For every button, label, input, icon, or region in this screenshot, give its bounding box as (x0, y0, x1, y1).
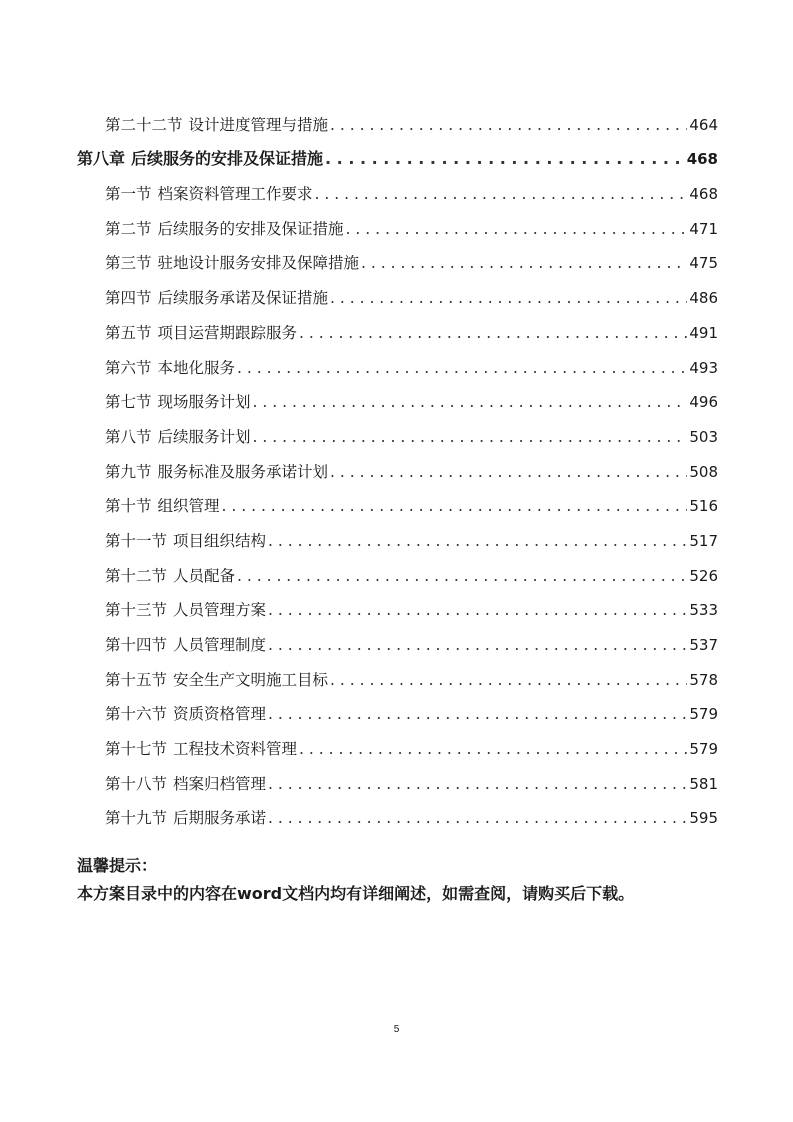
dot-leader (268, 702, 687, 726)
entry-page: 468 (686, 150, 718, 169)
entry-page: 579 (689, 705, 718, 724)
dot-leader (315, 182, 688, 206)
entry-page: 537 (689, 636, 718, 654)
entry-number: 第十二节 (105, 566, 168, 585)
entry-title: 后期服务承诺 (173, 809, 267, 828)
dot-leader (330, 286, 687, 310)
table-of-contents (77, 102, 718, 830)
entry-title: 档案资料管理工作要求 (157, 185, 313, 204)
toc-section-entry[interactable] (77, 622, 718, 657)
notice-heading: 温馨提示： (77, 856, 158, 875)
entry-page: 503 (689, 427, 718, 446)
toc-section-entry[interactable] (77, 553, 718, 588)
entry-number: 第十五节 (105, 670, 168, 689)
entry-number: 第十三节 (105, 601, 168, 620)
entry-title: 人员管理方案 (173, 601, 267, 620)
entry-number: 第二节 (105, 219, 152, 238)
entry-title: 后续服务计划 (157, 427, 251, 446)
entry-page: 464 (689, 115, 718, 134)
entry-number: 第十节 (105, 497, 152, 516)
entry-page: 517 (689, 531, 718, 550)
dot-leader (237, 356, 687, 380)
entry-page: 491 (689, 323, 718, 342)
entry-page: 579 (689, 740, 718, 759)
toc-section-entry[interactable] (77, 275, 718, 310)
entry-number: 第十一节 (105, 531, 168, 550)
entry-title: 后续服务的安排及保证措施 (157, 219, 344, 238)
entry-title: 本地化服务 (157, 358, 236, 377)
entry-title: 工程技术资料管理 (173, 740, 298, 759)
toc-section-entry[interactable] (77, 102, 718, 137)
toc-section-entry[interactable] (77, 345, 718, 380)
entry-title: 项目组织结构 (173, 531, 267, 550)
toc-section-entry[interactable] (77, 726, 718, 761)
dot-leader (299, 737, 687, 761)
toc-section-entry[interactable] (77, 692, 718, 727)
dot-leader (268, 529, 687, 553)
entry-number: 第四节 (105, 289, 152, 308)
entry-number: 第五节 (105, 323, 152, 342)
entry-number: 第八章 (77, 149, 126, 169)
entry-number: 第七节 (105, 393, 152, 412)
entry-page: 581 (689, 774, 718, 793)
entry-number: 第十六节 (105, 705, 168, 724)
dot-leader (268, 772, 687, 796)
entry-number: 第一节 (105, 185, 152, 204)
entry-page: 496 (689, 393, 718, 412)
entry-title: 设计进度管理与措施 (188, 115, 329, 134)
entry-number: 第三节 (105, 254, 152, 273)
dot-leader (325, 147, 685, 171)
entry-number: 第十八节 (105, 774, 168, 793)
entry-page: 533 (689, 601, 718, 620)
entry-page: 578 (689, 670, 718, 689)
entry-title: 人员管理制度 (173, 636, 267, 654)
dot-leader (268, 806, 687, 830)
notice-body: 本方案目录中的内容在word文档内均有详细阐述，如需查阅，请购买后下载。 (77, 884, 635, 903)
toc-section-entry[interactable] (77, 241, 718, 276)
entry-number: 第十九节 (105, 809, 168, 828)
toc-section-entry[interactable] (77, 518, 718, 553)
entry-title: 驻地设计服务安排及保障措施 (157, 254, 360, 273)
dot-leader (253, 390, 688, 414)
entry-title: 项目运营期跟踪服务 (157, 323, 298, 342)
entry-page: 486 (689, 289, 718, 308)
entry-title: 人员配备 (173, 566, 236, 585)
entry-title: 后续服务的安排及保证措施 (131, 149, 324, 169)
toc-section-entry[interactable] (77, 380, 718, 415)
dot-leader (268, 633, 687, 657)
entry-title: 后续服务承诺及保证措施 (157, 289, 329, 308)
entry-page: 508 (689, 462, 718, 481)
entry-page: 516 (689, 497, 718, 516)
entry-page: 468 (689, 185, 718, 204)
toc-section-entry[interactable] (77, 206, 718, 241)
toc-section-entry[interactable] (77, 796, 718, 831)
entry-number: 第九节 (105, 462, 152, 481)
dot-leader (237, 564, 687, 588)
dot-leader (268, 598, 687, 622)
dot-leader (330, 113, 687, 137)
entry-page: 526 (689, 566, 718, 585)
dot-leader (299, 321, 687, 345)
dot-leader (330, 668, 687, 692)
entry-title: 现场服务计划 (157, 393, 251, 412)
entry-title: 服务标准及服务承诺计划 (157, 462, 329, 481)
toc-section-entry[interactable] (77, 310, 718, 345)
page-number: 5 (393, 1024, 400, 1035)
entry-page: 493 (689, 358, 718, 377)
toc-section-entry[interactable] (77, 484, 718, 519)
entry-number: 第八节 (105, 427, 152, 446)
toc-section-entry[interactable] (77, 657, 718, 692)
toc-section-entry[interactable] (77, 171, 718, 206)
dot-leader (253, 425, 688, 449)
toc-section-entry[interactable] (77, 414, 718, 449)
entry-number: 第十七节 (105, 740, 168, 759)
toc-section-entry[interactable] (77, 761, 718, 796)
toc-chapter-entry[interactable] (77, 137, 718, 172)
toc-section-entry[interactable] (77, 588, 718, 623)
entry-page: 471 (689, 219, 718, 238)
entry-number: 第二十二节 (105, 115, 183, 134)
notice-block (77, 852, 634, 908)
dot-leader (346, 217, 688, 241)
dot-leader (361, 251, 687, 275)
entry-title: 档案归档管理 (173, 774, 267, 793)
entry-title: 组织管理 (157, 497, 220, 516)
entry-title: 资质资格管理 (173, 705, 267, 724)
entry-page: 595 (689, 809, 718, 828)
entry-number: 第十四节 (105, 636, 168, 654)
entry-page: 475 (689, 254, 718, 273)
entry-title: 安全生产文明施工目标 (173, 670, 329, 689)
dot-leader (222, 494, 688, 518)
entry-number: 第六节 (105, 358, 152, 377)
dot-leader (330, 460, 687, 484)
toc-section-entry[interactable] (77, 449, 718, 484)
